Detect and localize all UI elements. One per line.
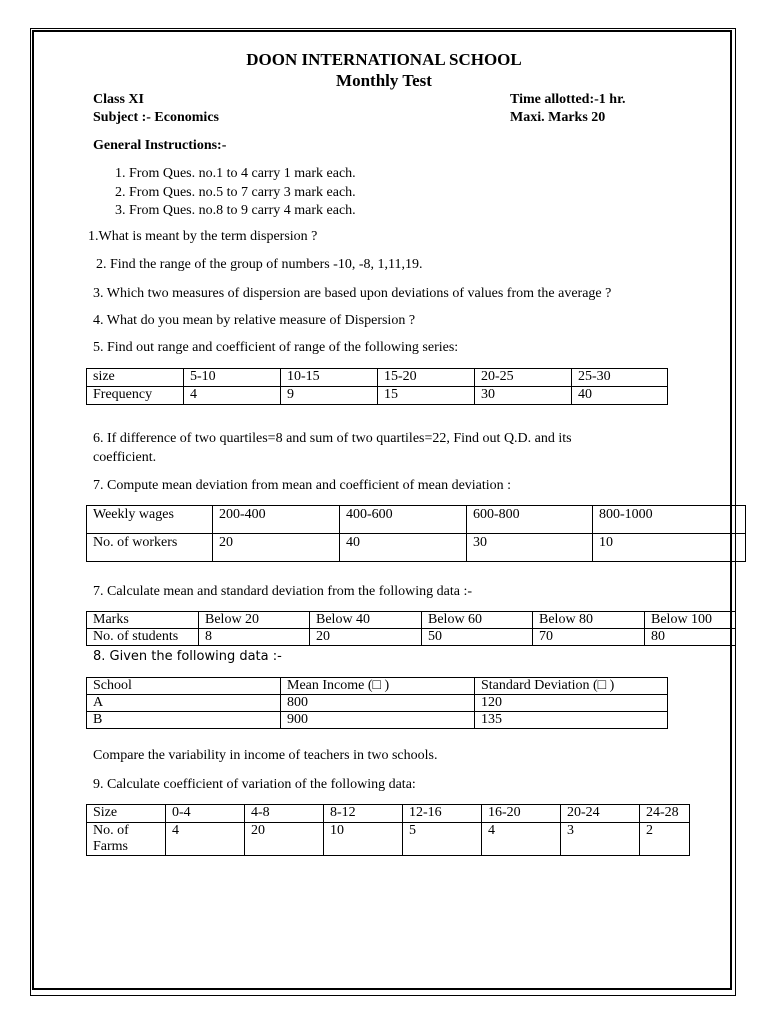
table-marks-students xyxy=(86,611,736,646)
table-cell: 50 xyxy=(422,629,533,646)
instruction-item: 1. From Ques. no.1 to 4 carry 1 mark each. xyxy=(115,166,356,181)
question-7a: 7. Compute mean deviation from mean and coefficient of mean deviation : xyxy=(93,478,512,493)
table-cell: A xyxy=(87,695,281,712)
table-cell: 15 xyxy=(378,387,475,405)
table-cell: 120 xyxy=(475,695,668,712)
table-cell: 135 xyxy=(475,712,668,729)
table-cell: Size xyxy=(87,805,166,823)
table-row xyxy=(87,612,736,629)
table-cell: 5 xyxy=(403,823,482,856)
table-cell: B xyxy=(87,712,281,729)
time-allotted: Time allotted:-1 hr. xyxy=(510,92,626,107)
table-cell: 24-28 xyxy=(640,805,690,823)
table-cell: Below 20 xyxy=(199,612,310,629)
table-cell: 4 xyxy=(166,823,245,856)
table-cell: 30 xyxy=(467,534,593,562)
table-cell: 30 xyxy=(475,387,572,405)
table-cell: 8 xyxy=(199,629,310,646)
question-4: 4. What do you mean by relative measure of Dispersion ? xyxy=(93,313,416,328)
table-cell: No. of Farms xyxy=(87,823,166,856)
table-cell: 0-4 xyxy=(166,805,245,823)
class-label: Class XI xyxy=(93,92,144,107)
instruction-item: 2. From Ques. no.5 to 7 carry 3 mark each. xyxy=(115,184,356,200)
table-cell: 20 xyxy=(213,534,340,562)
table-cell: 80 xyxy=(645,629,736,646)
question-6-line2: coefficient. xyxy=(93,450,157,465)
table-cell: 70 xyxy=(533,629,645,646)
table-cell: School xyxy=(87,678,281,695)
table-cell: Below 100 xyxy=(645,612,736,629)
table-cell: Standard Deviation (□ ) xyxy=(475,678,668,695)
test-title: Monthly Test xyxy=(336,71,432,90)
table-cell: 40 xyxy=(572,387,668,405)
table-cell: 4-8 xyxy=(245,805,324,823)
instructions-title: General Instructions:- xyxy=(93,138,227,153)
table-school-income xyxy=(86,677,668,729)
table-row xyxy=(87,387,668,405)
table-cell: 9 xyxy=(281,387,378,405)
subject-label: Subject :- Economics xyxy=(93,110,219,125)
table-cell: 20-25 xyxy=(475,369,572,387)
table-row xyxy=(87,678,668,695)
table-size-farms xyxy=(86,804,690,856)
table-cell: 400-600 xyxy=(340,506,467,534)
table-row xyxy=(87,712,668,729)
table-cell: 40 xyxy=(340,534,467,562)
question-1: 1.What is meant by the term dispersion ? xyxy=(88,229,318,244)
table-cell: No. of workers xyxy=(87,534,213,562)
table-cell: 3 xyxy=(561,823,640,856)
table-cell: 900 xyxy=(281,712,475,729)
table-cell: 200-400 xyxy=(213,506,340,534)
table-cell: 800-1000 xyxy=(593,506,746,534)
question-3: 3. Which two measures of dispersion are based upon deviations of values from the average ? xyxy=(93,286,612,301)
table-cell: 10-15 xyxy=(281,369,378,387)
table-row xyxy=(87,823,690,856)
question-7b: 7. Calculate mean and standard deviation from the following data :- xyxy=(93,584,473,599)
max-marks: Maxi. Marks 20 xyxy=(510,110,606,125)
table-cell: 4 xyxy=(482,823,561,856)
table-cell: 4 xyxy=(184,387,281,405)
table-wages-workers xyxy=(86,505,746,562)
table-size-frequency xyxy=(86,368,668,405)
table-row xyxy=(87,506,746,534)
table-row xyxy=(87,805,690,823)
table-cell: Below 60 xyxy=(422,612,533,629)
table-cell: 15-20 xyxy=(378,369,475,387)
table-cell: Marks xyxy=(87,612,199,629)
question-8-compare: Compare the variability in income of teachers in two schools. xyxy=(93,748,438,763)
table-cell: Weekly wages xyxy=(87,506,213,534)
table-cell: 8-12 xyxy=(324,805,403,823)
table-cell: 25-30 xyxy=(572,369,668,387)
question-2: 2. Find the range of the group of numbers -10, -8, 1,11,19. xyxy=(96,257,423,272)
table-cell: Mean Income (□ ) xyxy=(281,678,475,695)
table-cell: 10 xyxy=(324,823,403,856)
question-9: 9. Calculate coefficient of variation of the following data: xyxy=(93,777,416,792)
table-cell: 20 xyxy=(245,823,324,856)
question-5: 5. Find out range and coefficient of range of the following series: xyxy=(93,340,459,355)
table-row xyxy=(87,534,746,562)
instructions-list xyxy=(115,165,356,221)
table-cell: 12-16 xyxy=(403,805,482,823)
table-cell: 20-24 xyxy=(561,805,640,823)
instruction-item: 3. From Ques. no.8 to 9 carry 4 mark each. xyxy=(115,203,356,218)
table-cell: Below 80 xyxy=(533,612,645,629)
table-row xyxy=(87,369,668,387)
table-cell: Frequency xyxy=(87,387,184,405)
table-cell: 20 xyxy=(310,629,422,646)
table-cell: Below 40 xyxy=(310,612,422,629)
table-cell: 800 xyxy=(281,695,475,712)
table-row xyxy=(87,695,668,712)
table-cell: size xyxy=(87,369,184,387)
table-cell: 5-10 xyxy=(184,369,281,387)
table-cell: 2 xyxy=(640,823,690,856)
school-name: DOON INTERNATIONAL SCHOOL xyxy=(246,50,522,69)
table-row xyxy=(87,629,736,646)
table-cell: 16-20 xyxy=(482,805,561,823)
question-6-line1: 6. If difference of two quartiles=8 and sum of two quartiles=22, Find out Q.D. and its xyxy=(93,431,572,446)
table-cell: 10 xyxy=(593,534,746,562)
table-cell: 600-800 xyxy=(467,506,593,534)
question-8: 8. Given the following data :- xyxy=(93,649,282,664)
table-cell: No. of students xyxy=(87,629,199,646)
